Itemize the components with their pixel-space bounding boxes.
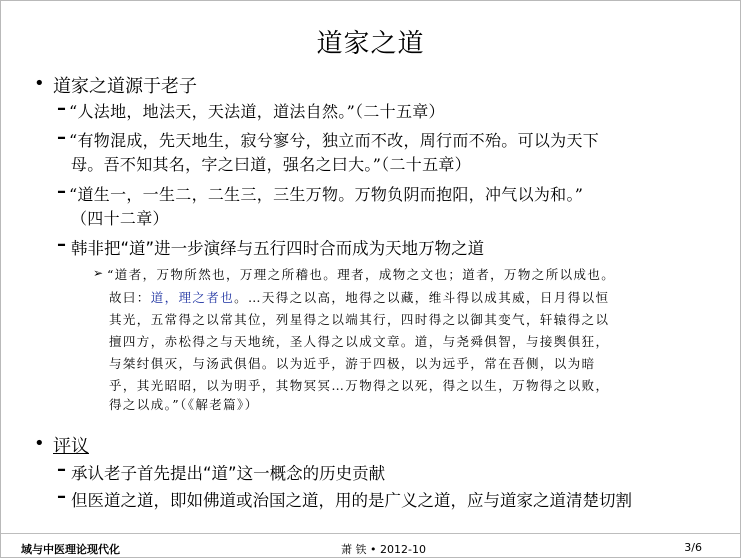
jielao-line-4: 擅四方，赤松得之与天地统，圣人得之以成文章。道，与尧舜俱智，与接舆俱狂，	[109, 334, 610, 349]
footer-left: 域与中医理论现代化	[21, 543, 120, 556]
jielao-line-7: 得之以成。”（《解老篇》）	[109, 397, 259, 412]
slide-title: 道家之道	[316, 29, 425, 59]
commentary-point-2: 但医道之道，即如佛道或治国之道，用的是广义之道，应与道家之道清楚切割	[71, 491, 632, 510]
footer-page-number: 3/6	[684, 541, 702, 554]
quote-chapter-25-b-line1: “有物混成，先天地生，寂兮寥兮，独立而不改，周行而不殆。可以为天下	[69, 131, 600, 150]
bullet-heading-commentary: 评议	[53, 436, 89, 457]
bullet-icon: •	[34, 433, 45, 454]
jielao-line-2-suffix: 。…天得之以高，地得之以藏，维斗得以成其威，日月得以恒	[234, 290, 610, 305]
hanfei-point: 韩非把“道”进一步演绎与五行四时合而成为天地万物之道	[71, 239, 485, 258]
quote-chapter-25-b-line2: 母。吾不知其名，字之曰道，强名之曰大。”（二十五章）	[71, 155, 471, 174]
dash-icon: –	[57, 181, 66, 202]
bullet-icon: •	[34, 73, 45, 94]
arrow-bullet-icon: ➢	[93, 266, 104, 280]
quote-chapter-42-line2: （四十二章）	[71, 209, 169, 228]
dash-icon: –	[57, 98, 66, 119]
commentary-point-1: 承认老子首先提出“道”这一概念的历史贡献	[71, 464, 386, 483]
jielao-line-6: 乎，其光昭昭，以为明乎，其物冥冥…万物得之以死，得之以生，万物得之以败，	[109, 378, 610, 393]
quote-chapter-25-a: “人法地，地法天，天法道，道法自然。”（二十五章）	[69, 102, 445, 121]
dash-icon: –	[57, 486, 66, 507]
bullet-heading-origin: 道家之道源于老子	[53, 76, 197, 97]
jielao-line-1: “道者，万物所然也，万理之所稽也。理者，成物之文也；道者，万物之所以成也。	[107, 267, 616, 282]
jielao-line-2	[109, 288, 609, 306]
dash-icon: –	[57, 234, 66, 255]
footer-center: 萧 铁 • 2012-10	[341, 543, 426, 556]
jielao-line-5: 与桀纣俱灭，与汤武俱倡。以为近乎，游于四极，以为远乎，常在吾侧，以为暗	[109, 356, 596, 371]
jielao-line-2-prefix: 故曰：	[109, 290, 151, 305]
dash-icon: –	[57, 459, 66, 480]
dash-icon: –	[57, 127, 66, 148]
quote-chapter-42-line1: “道生一，一生二，二生三，三生万物。万物负阴而抱阳，冲气以为和。”	[69, 185, 584, 204]
footer-divider	[1, 533, 740, 534]
jielao-line-3: 其光，五常得之以常其位，列星得之以端其行，四时得之以御其变气，轩辕得之以	[109, 312, 610, 327]
jielao-highlight: 道，理之者也	[150, 290, 235, 305]
